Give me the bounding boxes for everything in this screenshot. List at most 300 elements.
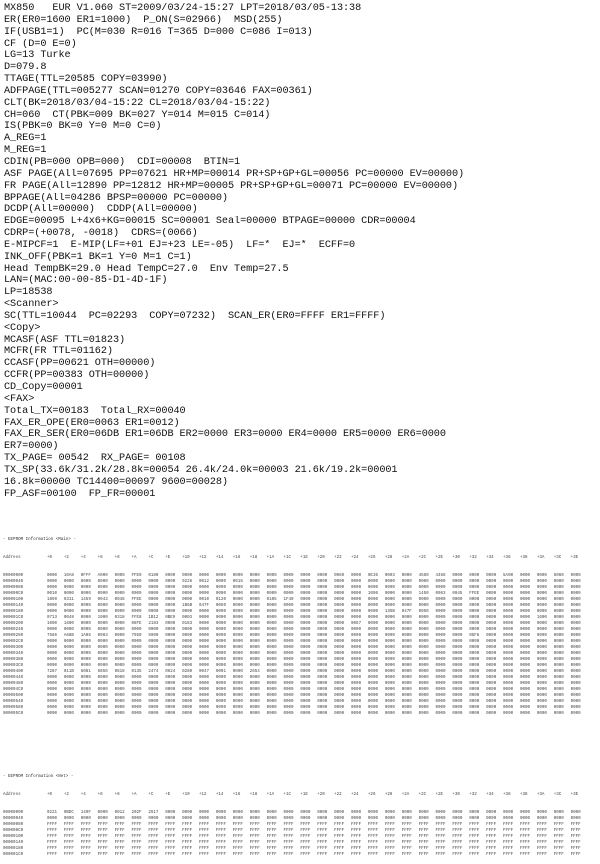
dump-value: 0000 xyxy=(435,604,446,609)
dump-value: 0000 xyxy=(553,628,564,633)
dump-value: FFFF xyxy=(232,853,243,858)
dump-value: 0000 xyxy=(47,580,58,585)
dump-value: 7287 xyxy=(47,670,58,675)
dump-value: 0000 xyxy=(553,670,564,675)
dump-header-cell: +34 xyxy=(486,556,494,561)
dump-value: FFFF xyxy=(249,835,260,840)
eeprom-main-title: - EEPROM Information <Main> - xyxy=(3,538,76,542)
dump-value: 0000 xyxy=(165,652,176,657)
dump-value: 0000 xyxy=(401,592,412,597)
dump-value: 0000 xyxy=(334,628,345,633)
dump-value: 0280 xyxy=(182,670,193,675)
dump-value: FFFF xyxy=(401,853,412,858)
dump-value: 0000 xyxy=(148,592,159,597)
dump-value: 0000 xyxy=(401,652,412,657)
dump-value: 0000 xyxy=(266,622,277,627)
dump-value: 0000 xyxy=(452,811,463,816)
dump-value: FFFF xyxy=(266,823,277,828)
dump-value: 0000 xyxy=(182,592,193,597)
dump-value: 0000 xyxy=(199,586,210,591)
dump-address: 00000180 xyxy=(3,610,24,615)
dump-value: FFFF xyxy=(452,823,463,828)
dump-value: 0000 xyxy=(334,610,345,615)
dump-value: FFFF xyxy=(418,823,429,828)
dump-value: 0000 xyxy=(401,817,412,822)
dump-value: 0000 xyxy=(199,592,210,597)
dump-value: 0000 xyxy=(148,640,159,645)
dump-value: 0000 xyxy=(536,580,547,585)
dump-header-cell: +26 xyxy=(367,793,376,798)
dump-value: 0000 xyxy=(519,700,530,705)
dump-value: 0000 xyxy=(47,664,58,669)
dump-value: 0000 xyxy=(148,646,159,651)
report-line: DCDP(All=00000) CDDP(All=00000) xyxy=(4,204,198,216)
dump-value: 0000 xyxy=(519,580,530,585)
dump-value: 0000 xyxy=(215,646,226,651)
dump-value: 0000 xyxy=(418,616,429,621)
dump-value: 0000 xyxy=(519,610,530,615)
dump-value: 0000 xyxy=(114,580,125,585)
dump-value: 0000 xyxy=(317,670,328,675)
dump-value: 0000 xyxy=(367,586,378,591)
dump-value: FFFF xyxy=(351,835,362,840)
dump-value: 0000 xyxy=(165,634,176,639)
dump-value: FFFF xyxy=(97,853,108,858)
dump-value: FFFF xyxy=(401,847,412,852)
dump-value: 0000 xyxy=(435,640,446,645)
dump-value: FFFF xyxy=(503,835,514,840)
dump-value: 0000 xyxy=(334,580,345,585)
dump-address: 00000140 xyxy=(3,841,24,846)
dump-value: 0000 xyxy=(553,586,564,591)
dump-header-cell: +1C xyxy=(283,556,292,561)
dump-value: 0318 xyxy=(114,616,125,621)
dump-value: 0000 xyxy=(266,628,277,633)
dump-value: FFFF xyxy=(266,829,277,834)
dump-header-cell: +36 xyxy=(503,793,511,798)
dump-address: 000000C0 xyxy=(3,829,24,834)
dump-value: 0000 xyxy=(165,646,176,651)
dump-value: 0000 xyxy=(215,574,226,579)
dump-value: 0000 xyxy=(334,622,345,627)
dump-value: 0000 xyxy=(131,586,142,591)
dump-value: FFFF xyxy=(131,847,142,852)
dump-value: 0000 xyxy=(232,616,243,621)
dump-value: 0000 xyxy=(97,688,108,693)
dump-value: 0000 xyxy=(503,694,514,699)
dump-value: 0000 xyxy=(435,628,446,633)
dump-value: 0000 xyxy=(384,640,395,645)
dump-value: 0000 xyxy=(553,592,564,597)
dump-value: 0000 xyxy=(182,586,193,591)
dump-value: 0000 xyxy=(367,676,378,681)
dump-value: FFFF xyxy=(80,829,91,834)
dump-header-cell: +1C xyxy=(283,793,292,798)
dump-value: FFFF xyxy=(47,835,58,840)
dump-value: 0000 xyxy=(536,682,547,687)
dump-value: 0000 xyxy=(114,688,125,693)
dump-value: 0000 xyxy=(334,712,345,717)
dump-value: 0000 xyxy=(553,700,564,705)
dump-value: 0000 xyxy=(148,652,159,657)
dump-value: 0000 xyxy=(317,628,328,633)
dump-value: FFFF xyxy=(384,841,395,846)
dump-value: 0000 xyxy=(317,688,328,693)
dump-value: 0000 xyxy=(215,688,226,693)
report-line: FAX_ER_OPE(ER0=0063 ER1=0012) xyxy=(4,417,180,429)
dump-value: 0000 xyxy=(553,652,564,657)
eeprom-net-dump xyxy=(3,762,595,864)
dump-value: 0000 xyxy=(435,712,446,717)
dump-value: FFE0 xyxy=(131,574,142,579)
dump-value: 0000 xyxy=(47,646,58,651)
dump-value: 0000 xyxy=(199,574,210,579)
dump-value: 0000 xyxy=(300,694,311,699)
dump-value: FFFF xyxy=(418,841,429,846)
dump-value: 0000 xyxy=(249,586,260,591)
report-line: E-MIPCF=1 E-MIP(LF=+01 EJ=+23 LE=-05) LF=* EJ=* ECFF=0 xyxy=(4,239,356,251)
dump-value: 0000 xyxy=(232,682,243,687)
dump-value: 0000 xyxy=(215,811,226,816)
dump-value: FFFF xyxy=(283,841,294,846)
dump-value: 0000 xyxy=(503,652,514,657)
dump-value: 0000 xyxy=(249,811,260,816)
dump-value: 0000 xyxy=(215,658,226,663)
dump-header-cell: +8 xyxy=(114,556,120,561)
eeprom-main-dump xyxy=(3,525,595,723)
dump-value: 0000 xyxy=(148,700,159,705)
eeprom-net-title: - EEPROM Information <Net> - xyxy=(3,775,74,779)
dump-value: 0000 xyxy=(199,634,210,639)
dump-value: 0000 xyxy=(300,586,311,591)
dump-value: 0000 xyxy=(334,688,345,693)
dump-value: 0000 xyxy=(570,670,581,675)
dump-value: 0000 xyxy=(317,598,328,603)
dump-header-cell: +4 xyxy=(80,556,86,561)
dump-value: 0000 xyxy=(283,580,294,585)
dump-value: 0000 xyxy=(570,598,581,603)
dump-value: 0048 xyxy=(114,598,125,603)
dump-value: FFFF xyxy=(182,829,193,834)
dump-value: FFFF xyxy=(148,841,159,846)
dump-value: 0000 xyxy=(519,592,530,597)
dump-value: 0000 xyxy=(215,580,226,585)
dump-value: 0000 xyxy=(401,811,412,816)
dump-value: 0000 xyxy=(80,817,91,822)
dump-value: 047F xyxy=(401,610,412,615)
dump-value: 0000 xyxy=(401,574,412,579)
dump-value: 0000 xyxy=(232,652,243,657)
dump-value: 0000 xyxy=(165,574,176,579)
dump-value: FFFF xyxy=(249,853,260,858)
dump-value: 0000 xyxy=(334,592,345,597)
dump-value: 05F6 xyxy=(469,634,480,639)
dump-value: 0000 xyxy=(283,676,294,681)
dump-value: 0000 xyxy=(283,688,294,693)
dump-value: 0000 xyxy=(519,628,530,633)
dump-value: 0000 xyxy=(249,652,260,657)
dump-value: FFFF xyxy=(148,847,159,852)
dump-value: FFFF xyxy=(63,829,74,834)
dump-value: FFFF xyxy=(148,823,159,828)
dump-value: 0045 xyxy=(452,592,463,597)
dump-value: 0000 xyxy=(283,652,294,657)
dump-value: 0000 xyxy=(80,712,91,717)
dump-value: FFFF xyxy=(367,847,378,852)
dump-value: 0000 xyxy=(384,634,395,639)
dump-value: 0000 xyxy=(215,712,226,717)
dump-value: 0000 xyxy=(199,817,210,822)
dump-value: 0000 xyxy=(536,670,547,675)
dump-value: 9311 xyxy=(63,598,74,603)
dump-value: 0000 xyxy=(401,640,412,645)
dump-value: 8000 xyxy=(97,580,108,585)
dump-value: 0000 xyxy=(384,598,395,603)
dump-value: FFFF xyxy=(249,847,260,852)
dump-value: FFFF xyxy=(182,853,193,858)
dump-value: 0000 xyxy=(570,586,581,591)
dump-value: FFFF xyxy=(367,829,378,834)
dump-value: 0000 xyxy=(182,700,193,705)
dump-value: 0000 xyxy=(300,658,311,663)
dump-value: 0000 xyxy=(249,604,260,609)
dump-value: 0000 xyxy=(182,664,193,669)
dump-value: 1450 xyxy=(418,592,429,597)
dump-value: 0000 xyxy=(80,622,91,627)
dump-value: 0000 xyxy=(215,616,226,621)
dump-value: 0000 xyxy=(486,574,497,579)
report-line: CD_Copy=00001 xyxy=(4,382,83,393)
dump-value: 0000 xyxy=(131,712,142,717)
dump-value: 1899 xyxy=(47,598,58,603)
dump-value: 0000 xyxy=(249,676,260,681)
dump-value: 0000 xyxy=(300,670,311,675)
dump-value: 0000 xyxy=(418,598,429,603)
dump-value: FFFF xyxy=(47,823,58,828)
dump-value: 0000 xyxy=(182,574,193,579)
dump-value: 0000 xyxy=(486,676,497,681)
dump-value: FFFF xyxy=(165,853,176,858)
dump-value: 0000 xyxy=(384,580,395,585)
dump-value: FFFF xyxy=(114,853,125,858)
dump-value: 0000 xyxy=(317,694,328,699)
dump-value: 0000 xyxy=(384,646,395,651)
dump-value: FFFF xyxy=(486,841,497,846)
dump-value: 0000 xyxy=(199,706,210,711)
dump-value: 0000 xyxy=(182,610,193,615)
dump-value: FFFF xyxy=(165,829,176,834)
dump-value: 0000 xyxy=(435,622,446,627)
dump-value: 0000 xyxy=(553,682,564,687)
dump-value: 0000 xyxy=(351,634,362,639)
dump-value: 0000 xyxy=(452,706,463,711)
dump-value: 0000 xyxy=(283,628,294,633)
dump-value: 2474 xyxy=(148,670,159,675)
dump-value: 0000 xyxy=(232,811,243,816)
dump-value: 0000 xyxy=(367,652,378,657)
dump-value: 0000 xyxy=(165,598,176,603)
dump-value: 0000 xyxy=(47,586,58,591)
dump-value: 0000 xyxy=(80,640,91,645)
dump-value: 0000 xyxy=(47,574,58,579)
dump-value: 0000 xyxy=(435,598,446,603)
dump-value: 0000 xyxy=(503,688,514,693)
dump-value: 0000 xyxy=(452,676,463,681)
dump-value: 0180 xyxy=(148,574,159,579)
dump-value: 0000 xyxy=(519,574,530,579)
dump-value: FFFF xyxy=(266,847,277,852)
dump-header-cell: +1A xyxy=(266,793,275,798)
dump-value: 1B12 xyxy=(148,616,159,621)
dump-value: 0000 xyxy=(469,811,480,816)
dump-value: 0000 xyxy=(199,712,210,717)
dump-value: 0000 xyxy=(418,688,429,693)
dump-value: 0000 xyxy=(63,604,74,609)
dump-value: 0000 xyxy=(418,622,429,627)
dump-value: 0000 xyxy=(300,688,311,693)
dump-value: 0000 xyxy=(418,811,429,816)
dump-value: 0000 xyxy=(300,628,311,633)
dump-value: FFFF xyxy=(114,835,125,840)
dump-value: FFFF xyxy=(300,847,311,852)
dump-address: 00000340 xyxy=(3,652,24,657)
report-line: CLT(BK=2018/03/04-15:22 CL=2018/03/04-15:22) xyxy=(4,97,271,109)
report-line: FP_ASF=00100 FP_FR=00001 xyxy=(4,488,156,500)
dump-value: 0000 xyxy=(486,586,497,591)
dump-value: 0000 xyxy=(232,646,243,651)
dump-value: FFFF xyxy=(570,847,581,852)
dump-value: 0000 xyxy=(469,628,480,633)
dump-value: FFFF xyxy=(80,853,91,858)
dump-value: 0000 xyxy=(199,610,210,615)
dump-header-cell: +34 xyxy=(486,793,494,798)
dump-value: FFFF xyxy=(351,853,362,858)
dump-header-cell: +10 xyxy=(182,556,190,561)
dump-value: 0000 xyxy=(334,817,345,822)
dump-value: 0000 xyxy=(570,622,581,627)
dump-value: 0000 xyxy=(97,586,108,591)
dump-value: 0000 xyxy=(165,610,176,615)
dump-value: 0000 xyxy=(182,646,193,651)
dump-value: FFFF xyxy=(232,841,243,846)
dump-value: 0000 xyxy=(232,670,243,675)
dump-value: 0000 xyxy=(266,616,277,621)
dump-value: 0000 xyxy=(249,592,260,597)
dump-value: FFFF xyxy=(63,853,74,858)
dump-value: 0BE9 xyxy=(165,616,176,621)
dump-value: 0000 xyxy=(63,580,74,585)
dump-value: 0000 xyxy=(503,664,514,669)
dump-value: 0000 xyxy=(97,622,108,627)
dump-value: 0000 xyxy=(536,700,547,705)
dump-value: 0000 xyxy=(401,604,412,609)
report-line: Total_TX=00183 Total_RX=00040 xyxy=(4,405,186,417)
dump-value: 0000 xyxy=(486,580,497,585)
dump-value: 0000 xyxy=(165,706,176,711)
dump-value: 0000 xyxy=(486,646,497,651)
dump-value: 0010 xyxy=(47,592,58,597)
dump-value: 0000 xyxy=(570,640,581,645)
dump-value: 0000 xyxy=(47,682,58,687)
dump-value: 0000 xyxy=(97,646,108,651)
dump-value: 0000 xyxy=(452,646,463,651)
dump-header-cell: +38 xyxy=(519,793,528,798)
dump-value: 0000 xyxy=(452,628,463,633)
dump-value: 0000 xyxy=(266,817,277,822)
dump-value: 0000 xyxy=(351,712,362,717)
dump-value: 0000 xyxy=(334,640,345,645)
dump-value: 0000 xyxy=(334,658,345,663)
report-line: LG=13 Turke xyxy=(4,50,71,62)
dump-value: 0135 xyxy=(131,670,142,675)
dump-value: FFFF xyxy=(165,823,176,828)
dump-value: 0000 xyxy=(47,694,58,699)
dump-value: 0000 xyxy=(553,712,564,717)
dump-value: FFFF xyxy=(131,823,142,828)
dump-value: 0000 xyxy=(401,700,412,705)
dump-value: 0000 xyxy=(503,700,514,705)
dump-value: 0000 xyxy=(300,598,311,603)
report-line: LP=18538 xyxy=(4,287,53,299)
dump-value: 0000 xyxy=(266,652,277,657)
dump-value: 0000 xyxy=(486,817,497,822)
dump-value: 0063 xyxy=(435,592,446,597)
dump-header-cell: +24 xyxy=(351,793,359,798)
dump-value: 0000 xyxy=(300,646,311,651)
report-line: ER(ER0=1600 ER1=1000) P_ON(S=02966) MSD(255) xyxy=(4,14,283,26)
dump-value: 0000 xyxy=(300,652,311,657)
dump-value: 0000 xyxy=(266,646,277,651)
dump-value: 0000 xyxy=(97,628,108,633)
dump-value: 0000 xyxy=(114,652,125,657)
dump-value: 0000 xyxy=(283,646,294,651)
dump-value: FFFF xyxy=(418,835,429,840)
dump-value: 0000 xyxy=(334,664,345,669)
dump-address: 00000040 xyxy=(3,580,24,585)
dump-value: FFFF xyxy=(334,847,345,852)
dump-value: 0000 xyxy=(300,610,311,615)
dump-value: 0000 xyxy=(215,610,226,615)
dump-value: 0000 xyxy=(249,574,260,579)
dump-value: 0000 xyxy=(536,622,547,627)
dump-value: 0000 xyxy=(300,700,311,705)
dump-value: 0000 xyxy=(334,604,345,609)
dump-value: 0000 xyxy=(503,622,514,627)
dump-value: A68B xyxy=(63,634,74,639)
dump-value: 0000 xyxy=(266,706,277,711)
dump-value: 0000 xyxy=(503,616,514,621)
dump-value: 0000 xyxy=(114,592,125,597)
dump-value: 0000 xyxy=(367,658,378,663)
report-line: CCASF(PP=00621 OTH=00000) xyxy=(4,358,156,370)
dump-value: 10A8 xyxy=(63,574,74,579)
dump-value: 0000 xyxy=(570,604,581,609)
dump-value: 0000 xyxy=(553,598,564,603)
dump-value: 0000 xyxy=(570,646,581,651)
dump-value: 0000 xyxy=(435,616,446,621)
dump-header-cell: +38 xyxy=(519,556,528,561)
dump-header-cell: +14 xyxy=(215,793,224,798)
dump-value: 0000 xyxy=(435,664,446,669)
dump-value: 0016 xyxy=(232,580,243,585)
dump-address: 00000540 xyxy=(3,700,24,705)
dump-value: FFFF xyxy=(469,823,480,828)
report-line: TX_PAGE= 00542 RX_PAGE= 00108 xyxy=(4,453,186,465)
dump-value: 0000 xyxy=(97,817,108,822)
eeprom-main-rows xyxy=(3,573,595,717)
dump-value: FFFF xyxy=(317,835,328,840)
dump-value: 0000 xyxy=(351,604,362,609)
